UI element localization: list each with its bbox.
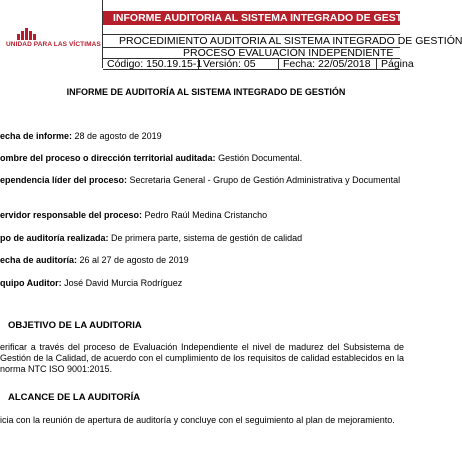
field-value: Gestión Documental. [215,153,303,163]
responsible-servant-field [0,210,267,221]
procedure-row: PROCEDIMIENTO AUDITORIA AL SISTEMA INTEGRADO DE GESTIÓN [103,34,400,48]
logo [0,0,103,68]
objective-paragraph: erificar a través del proceso de Evaluación Independiente el nivel de madurez del Subsistema de Gestión de la Calidad, de acuerdo con el cumplimiento de los requisitos de calidad establecidos en la norma NTC ISO 9001:2015. [0,342,404,374]
field-label: po de auditoría realizada: [0,233,109,243]
field-value: Secretaria General - Grupo de Gestión Administrativa y Documental [127,175,401,185]
audit-team-field [0,278,182,289]
field-label: ervidor responsable del proceso: [0,210,143,220]
logo-bars-icon [17,22,37,40]
metadata-row [103,58,414,70]
code-cell: Código: 150.19.15-1 [107,58,203,70]
lead-dependency-field [0,175,402,186]
report-title-bar: INFORME AUDITORIA AL SISTEMA INTEGRADO DE GESTIÓN [103,11,400,25]
field-value: 28 de agosto de 2019 [72,131,162,141]
field-value: 26 al 27 de agosto de 2019 [77,255,189,265]
document-header [0,0,462,80]
field-value: José David Murcia Rodríguez [61,278,183,288]
process-name-field [0,153,302,164]
audit-type-field [0,233,302,244]
report-date-field [0,131,162,142]
version-cell: Versión: 05 [198,59,278,70]
field-label: ombre del proceso o dirección territorial auditada: [0,153,216,163]
field-value: De primera parte, sistema de gestión de calidad [108,233,303,243]
field-label: quipo Auditor: [0,278,62,288]
field-label: echa de informe: [0,131,73,141]
field-value: Pedro Raúl Medina Cristancho [142,210,268,220]
date-cell: Fecha: 22/05/2018 [278,59,376,70]
document-title: INFORME DE AUDITORÍA AL SISTEMA INTEGRADO DE GESTIÓN [66,87,346,97]
objective-heading: OBJETIVO DE LA AUDITORIA [8,320,142,331]
scope-heading: ALCANCE DE LA AUDITORÍA [8,392,141,403]
scope-paragraph: icia con la reunión de apertura de auditoría y concluye con el seguimiento al plan de mejoramiento. [0,415,395,425]
process-row: PROCESO EVALUACIÓN INDEPENDIENTE [103,47,400,59]
audit-date-field [0,255,189,266]
page-cell: Página [376,59,416,70]
field-label: echa de auditoría: [0,255,78,265]
field-label: ependencia líder del proceso: [0,175,128,185]
logo-text: UNIDAD PARA LAS VÍCTIMAS [6,41,101,48]
